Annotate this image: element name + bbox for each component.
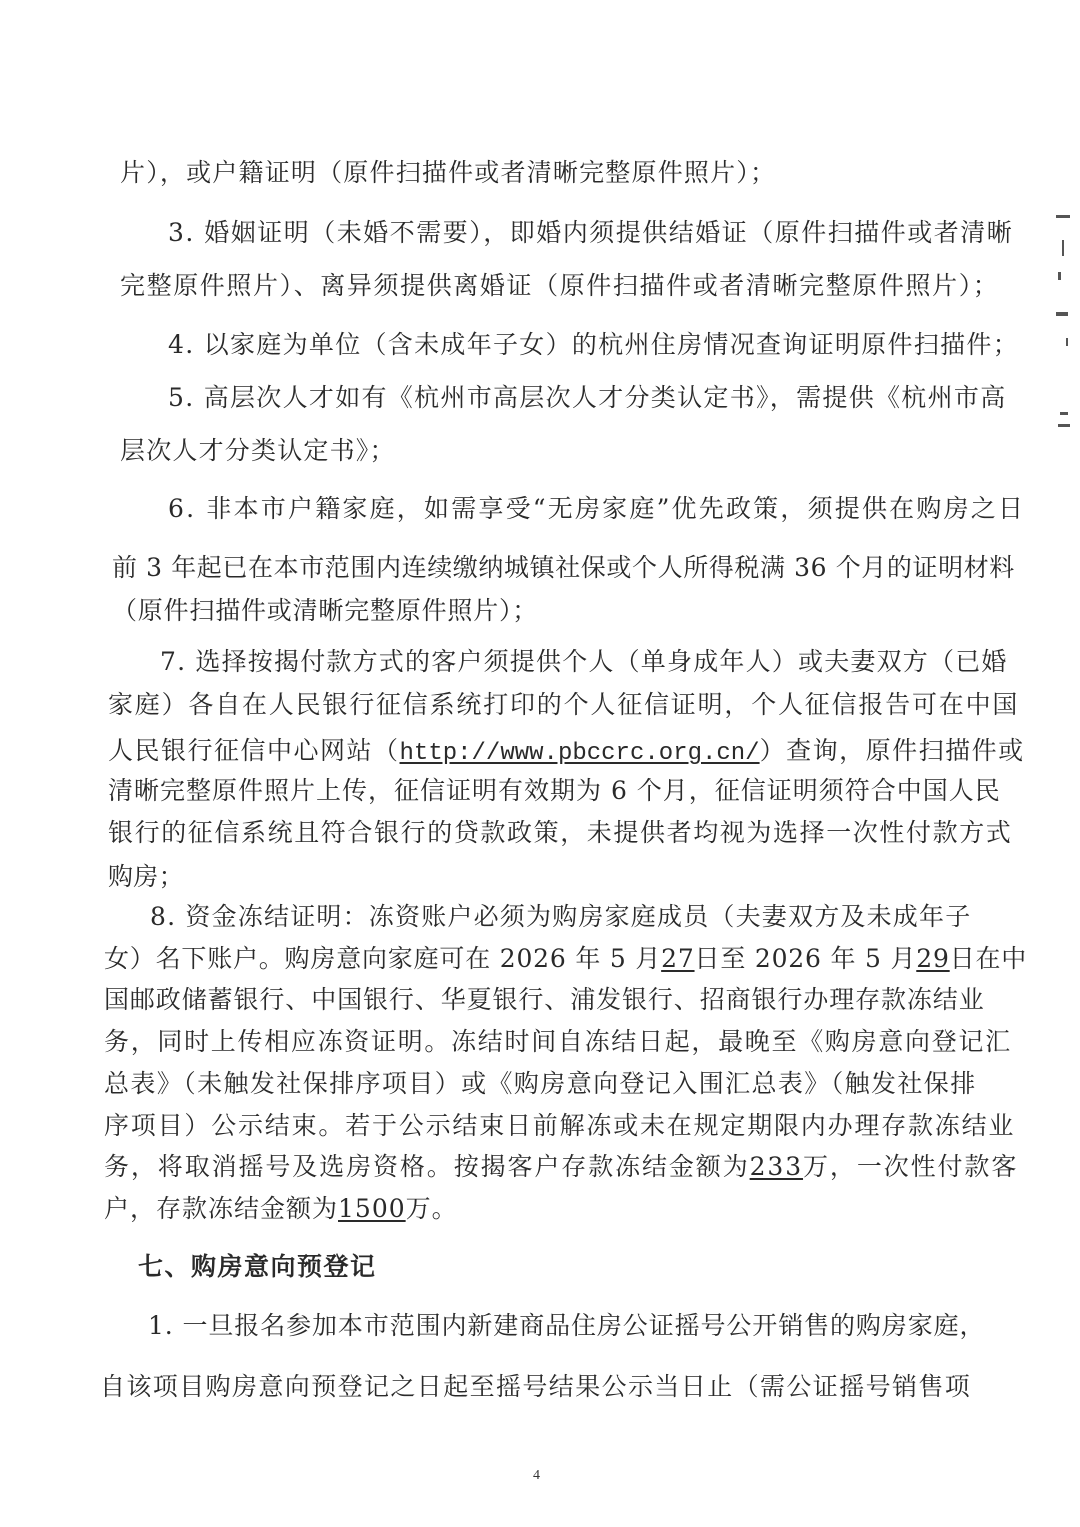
text-line-with-link xyxy=(108,736,1025,769)
text-line-mortgage-amount xyxy=(104,1152,1018,1182)
scan-mark xyxy=(1056,215,1070,218)
text-line: 清晰完整原件照片上传，征信证明有效期为 6 个月，征信证明须符合中国人民 xyxy=(108,776,1001,805)
full-payment-freeze-amount: 1500 xyxy=(338,1194,406,1223)
text-segment: 日在中 xyxy=(949,944,1028,973)
scan-mark xyxy=(1058,424,1070,427)
text-line: 总表》（未触发社保排序项目）或《购房意向登记入围汇总表》（触发社保排 xyxy=(104,1069,977,1098)
mortgage-freeze-amount: 233 xyxy=(749,1152,804,1181)
freeze-start-day: 27 xyxy=(661,944,695,973)
text-segment: 女）名下账户。购房意向家庭可在 2026 年 5 月 xyxy=(104,944,662,973)
text-line: 前 3 年起已在本市范围内连续缴纳城镇社保或个人所得税满 36 个月的证明材料 xyxy=(112,553,1015,582)
scan-mark xyxy=(1058,272,1061,280)
text-line: 完整原件照片）、离异须提供离婚证（原件扫描件或者清晰完整原件照片）； xyxy=(120,271,1000,300)
text-line: （原件扫描件或清晰完整原件照片）； xyxy=(112,596,539,625)
text-line: 自该项目购房意向预登记之日起至摇号结果公示当日止（需公证摇号销售项 xyxy=(100,1372,972,1401)
text-line: 国邮政储蓄银行、中国银行、华夏银行、浦发银行、招商银行办理存款冻结业 xyxy=(104,985,985,1014)
section-heading: 七、购房意向预登记 xyxy=(138,1252,377,1281)
scan-mark xyxy=(1060,412,1068,415)
text-line: 8. 资金冻结证明：冻资账户必须为购房家庭成员（夫妻双方及未成年子 xyxy=(150,902,972,931)
credit-center-link[interactable]: http://www.pbccrc.org.cn/ xyxy=(399,740,760,767)
text-segment: 日至 2026 年 5 月 xyxy=(694,944,917,973)
scan-mark xyxy=(1062,240,1064,256)
text-segment: 万。 xyxy=(405,1194,458,1223)
freeze-end-day: 29 xyxy=(916,944,950,973)
text-line: 5. 高层次人才如有《杭州市高层次人才分类认定书》，需提供《杭州市高 xyxy=(168,383,1007,412)
text-line-full-payment-amount xyxy=(104,1194,458,1224)
text-line: 序项目）公示结束。若于公示结束日前解冻或未在规定期限内办理存款冻结业 xyxy=(104,1111,1016,1140)
text-segment: 人民银行征信中心网站（ xyxy=(108,736,400,765)
text-line: 6. 非本市户籍家庭，如需享受“无房家庭”优先政策，须提供在购房之日 xyxy=(168,494,1026,523)
text-segment: 户，存款冻结金额为 xyxy=(104,1194,339,1223)
text-line: 4. 以家庭为单位（含未成年子女）的杭州住房情况查询证明原件扫描件； xyxy=(168,330,1020,359)
text-line: 3. 婚姻证明（未婚不需要），即婚内须提供结婚证（原件扫描件或者清晰 xyxy=(168,218,1014,247)
text-line: 购房； xyxy=(108,862,184,891)
text-line: 片），或户籍证明（原件扫描件或者清晰完整原件照片）； xyxy=(120,158,777,187)
scan-mark xyxy=(1066,338,1068,346)
text-segment: 务，将取消摇号及选房资格。按揭客户存款冻结金额为 xyxy=(104,1152,750,1181)
text-line: 层次人才分类认定书》； xyxy=(120,436,396,465)
text-segment: ）查询，原件扫描件或 xyxy=(759,736,1025,765)
text-line: 7. 选择按揭付款方式的客户须提供个人（单身成年人）或夫妻双方（已婚 xyxy=(160,647,1008,676)
scan-mark xyxy=(1056,312,1068,316)
text-line: 家庭）各自在人民银行征信系统打印的个人征信证明，个人征信报告可在中国 xyxy=(108,690,1020,719)
page-number: 4 xyxy=(533,1468,540,1483)
text-line: 务，同时上传相应冻资证明。冻结时间自冻结日起，最晚至《购房意向登记汇 xyxy=(104,1027,1012,1056)
text-line-dates xyxy=(104,944,1027,974)
text-line: 银行的征信系统且符合银行的贷款政策，未提供者均视为选择一次性付款方式 xyxy=(108,818,1013,847)
text-line: 1. 一旦报名参加本市范围内新建商品住房公证摇号公开销售的购房家庭， xyxy=(148,1311,986,1340)
text-segment: 万，一次性付款客 xyxy=(803,1152,1019,1181)
